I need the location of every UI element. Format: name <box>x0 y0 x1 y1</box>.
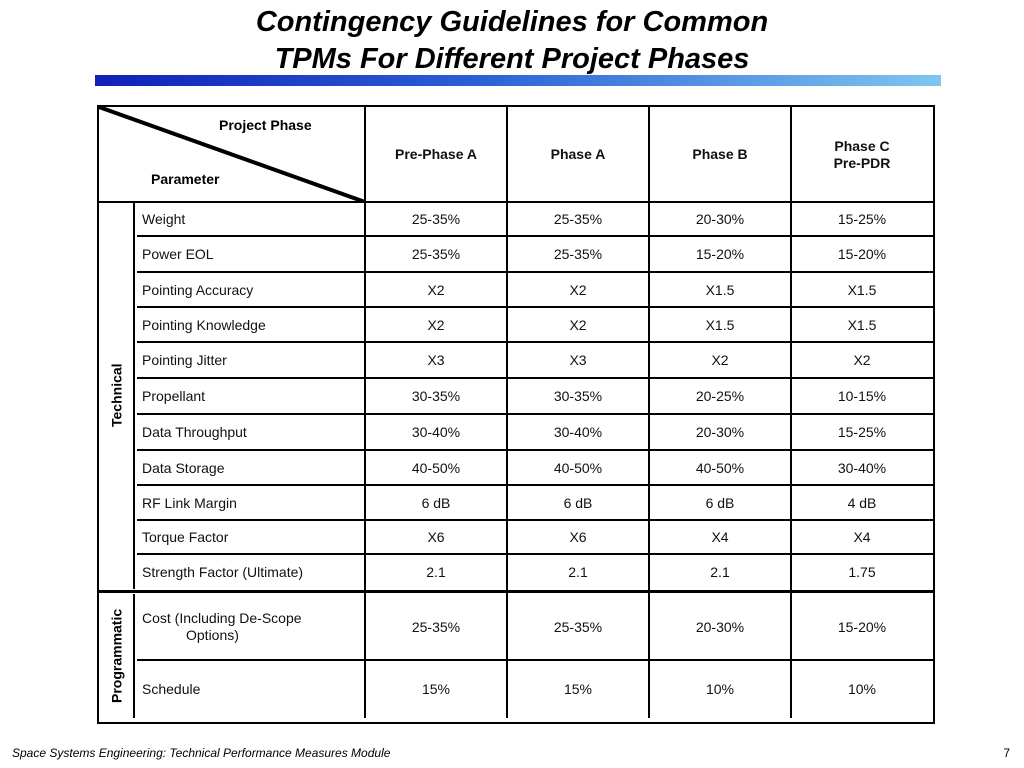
value-cell: 30-40% <box>837 459 887 476</box>
value-cell: 25-35% <box>411 211 461 227</box>
value-cell: 10% <box>705 681 735 697</box>
value-cell: X4 <box>853 529 871 545</box>
value-cell: 20-30% <box>695 424 745 440</box>
value-cell: 10% <box>847 681 877 697</box>
value-cell: X1.5 <box>705 281 735 298</box>
title-underline-bar <box>95 75 941 86</box>
value-cell: X6 <box>569 529 587 545</box>
value-cell: 10-15% <box>837 388 887 404</box>
value-cell: 30-40% <box>411 424 461 440</box>
value-cell: 6 dB <box>563 494 593 511</box>
group-label-technical: Technical <box>108 363 125 428</box>
value-cell: X2 <box>427 281 445 298</box>
parameter-cell: Cost (Including De-Scope Options) <box>142 610 302 643</box>
value-cell: 20-25% <box>695 388 745 404</box>
value-cell: 15-20% <box>695 246 745 262</box>
footer-text: Space Systems Engineering: Technical Performance Measures Module <box>12 746 391 760</box>
value-cell: X2 <box>427 316 445 333</box>
value-cell: 15-25% <box>837 211 887 227</box>
value-cell: 30-40% <box>553 424 603 440</box>
phase-header: Phase A <box>550 146 606 162</box>
value-cell: X4 <box>711 529 729 545</box>
value-cell: 15% <box>563 681 593 697</box>
corner-label-project-phase: Project Phase <box>219 117 312 133</box>
value-cell: 40-50% <box>553 459 603 476</box>
phase-header: Phase C Pre-PDR <box>833 137 891 171</box>
parameter-cell: Data Throughput <box>142 424 247 440</box>
slide-title <box>0 4 1024 78</box>
grid-line <box>99 590 933 593</box>
value-cell: 25-35% <box>411 246 461 262</box>
value-cell: 30-35% <box>553 388 603 404</box>
page-number: 7 <box>1003 746 1010 760</box>
parameter-cell: Pointing Accuracy <box>142 281 254 298</box>
parameter-cell: Data Storage <box>142 459 225 476</box>
corner-label-parameter: Parameter <box>151 171 220 187</box>
parameter-cell: Torque Factor <box>142 529 229 545</box>
grid-line <box>133 594 135 718</box>
value-cell: 4 dB <box>847 494 877 511</box>
value-cell: X6 <box>427 529 445 545</box>
value-cell: X2 <box>569 281 587 298</box>
phase-header: Phase B <box>692 146 748 162</box>
value-cell: 6 dB <box>705 494 735 511</box>
value-cell: X3 <box>569 352 587 368</box>
parameter-cell: Pointing Knowledge <box>142 316 266 333</box>
value-cell: 25-35% <box>553 619 603 635</box>
value-cell: 40-50% <box>695 459 745 476</box>
parameter-cell: Propellant <box>142 388 206 404</box>
value-cell: X1.5 <box>847 316 877 333</box>
value-cell: 1.75 <box>848 563 876 580</box>
value-cell: 25-35% <box>553 211 603 227</box>
group-label-programmatic: Programmatic <box>108 608 125 704</box>
contingency-table <box>97 105 935 724</box>
value-cell: 15-20% <box>837 619 887 635</box>
value-cell: 20-30% <box>695 211 745 227</box>
parameter-cell: Weight <box>142 211 186 227</box>
value-cell: 25-35% <box>553 246 603 262</box>
value-cell: 25-35% <box>411 619 461 635</box>
grid-line <box>133 202 135 589</box>
value-cell: X3 <box>427 352 445 368</box>
value-cell: 2.1 <box>710 563 730 580</box>
value-cell: X1.5 <box>847 281 877 298</box>
parameter-cell: Pointing Jitter <box>142 352 227 368</box>
value-cell: 30-35% <box>411 388 461 404</box>
value-cell: 15-20% <box>837 246 887 262</box>
value-cell: 6 dB <box>421 494 451 511</box>
value-cell: 20-30% <box>695 619 745 635</box>
value-cell: X2 <box>853 352 871 368</box>
parameter-cell: RF Link Margin <box>142 494 237 511</box>
phase-header: Pre-Phase A <box>395 146 477 162</box>
value-cell: 2.1 <box>568 563 588 580</box>
value-cell: X1.5 <box>705 316 735 333</box>
value-cell: X2 <box>569 316 587 333</box>
value-cell: 2.1 <box>426 563 446 580</box>
parameter-cell: Schedule <box>142 681 201 697</box>
parameter-cell: Strength Factor (Ultimate) <box>142 563 304 580</box>
value-cell: 40-50% <box>411 459 461 476</box>
value-cell: 15-25% <box>837 424 887 440</box>
parameter-cell: Power EOL <box>142 246 214 262</box>
title-line-2: TPMs For Different Project Phases <box>274 43 750 75</box>
value-cell: 15% <box>421 681 451 697</box>
title-line-1: Contingency Guidelines for Common <box>255 6 769 38</box>
value-cell: X2 <box>711 352 729 368</box>
